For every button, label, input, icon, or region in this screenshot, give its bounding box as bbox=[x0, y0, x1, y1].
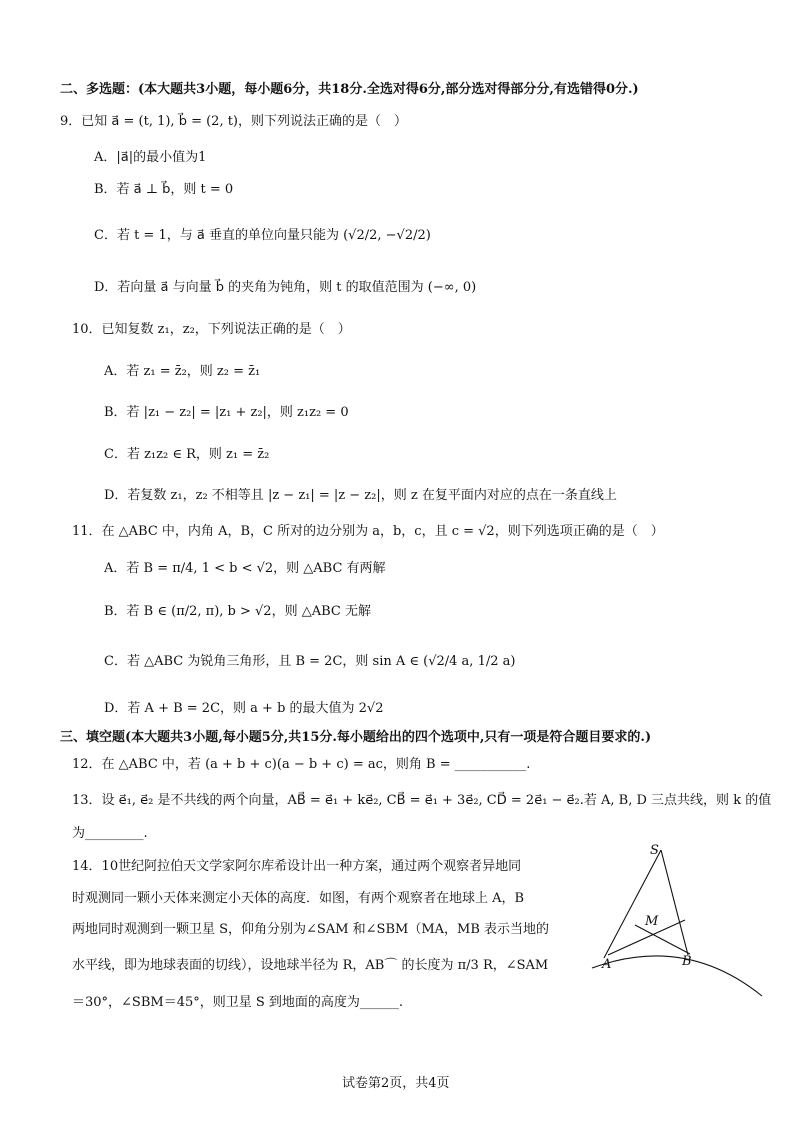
question-14-line-4: 水平线，即为地球表面的切线），设地球半径为 R，AB⌒ 的长度为 π/3 R，∠SAM bbox=[72, 958, 549, 973]
satellite-observation-figure bbox=[590, 838, 780, 998]
question-12-text: 12．在 △ABC 中，若 (a + b + c)(a − b + c) = ac，则角 B = ___________. bbox=[72, 757, 531, 772]
question-9-option-b: B．若 a⃗ ⊥ b⃗，则 t = 0 bbox=[94, 182, 234, 197]
question-9-stem: 9．已知 a⃗ = (t, 1), b⃗ = (2, t)，则下列说法正确的是（ ） bbox=[60, 114, 408, 129]
question-10-option-b: B．若 |z₁ − z₂| = |z₁ + z₂|，则 z₁z₂ = 0 bbox=[104, 405, 349, 420]
section-heading-multiple-choice: 二、多选题：(本大题共3小题，每小题6分，共18分.全选对得6分,部分选对得部分分,有选错得0分.) bbox=[60, 82, 639, 97]
question-11-option-b: B．若 B ∈ (π/2, π), b > √2，则 △ABC 无解 bbox=[104, 604, 371, 619]
label-A: A bbox=[602, 957, 612, 972]
question-10-option-c: C．若 z₁z₂ ∈ R，则 z₁ = z̄₂ bbox=[104, 447, 270, 462]
label-B: B bbox=[682, 954, 692, 969]
question-11-stem: 11．在 △ABC 中，内角 A，B，C 所对的边分别为 a，b，c，且 c = √2，则下列选项正确的是（ ） bbox=[72, 524, 664, 539]
label-S: S bbox=[650, 843, 659, 858]
question-14-line-2: 时观测同一颗小天体来测定小天体的高度．如图，有两个观察者在地球上 A，B bbox=[72, 891, 525, 906]
section-heading-fill-in: 三、填空题(本大题共3小题,每小题5分,共15分.每小题给出的四个选项中,只有一项是符合题目要求的.) bbox=[60, 730, 652, 745]
question-11-option-a: A．若 B = π/4, 1 < b < √2，则 △ABC 有两解 bbox=[104, 561, 386, 576]
question-10-stem: 10．已知复数 z₁，z₂，下列说法正确的是（ ） bbox=[72, 322, 351, 337]
page-footer: 试卷第2页，共4页 bbox=[342, 1076, 450, 1091]
question-11-option-d: D．若 A + B = 2C，则 a + b 的最大值为 2√2 bbox=[104, 701, 384, 716]
question-11-option-c: C．若 △ABC 为锐角三角形，且 B = 2C，则 sin A ∈ (√2/4 a, 1/2 a) bbox=[104, 654, 516, 669]
question-14-line-1: 14．10世纪阿拉伯天文学家阿尔库希设计出一种方案，通过两个观察者异地同 bbox=[72, 859, 522, 874]
question-10-option-d: D．若复数 z₁，z₂ 不相等且 |z − z₁| = |z − z₂|，则 z 在复平面内对应的点在一条直线上 bbox=[104, 488, 617, 503]
question-14-line-5: ＝30°，∠SBM＝45°，则卫星 S 到地面的高度为______. bbox=[72, 995, 404, 1010]
question-9-option-d: D．若向量 a⃗ 与向量 b⃗ 的夹角为钝角，则 t 的取值范围为 (−∞, 0) bbox=[94, 280, 477, 295]
question-13-line-1: 13．设 e⃗₁, e⃗₂ 是不共线的两个向量，AB⃗ = e⃗₁ + ke⃗₂, CB⃗ = e⃗₁ + 3e⃗₂, CD⃗ = 2e⃗₁ − e⃗₂.若 A, B, D 三点共线，则 k 的值 bbox=[72, 793, 772, 808]
question-13-line-2: 为_________. bbox=[72, 826, 148, 841]
question-9-option-c: C．若 t = 1，与 a⃗ 垂直的单位向量只能为 (√2/2, −√2/2) bbox=[94, 228, 431, 243]
label-M: M bbox=[645, 914, 659, 929]
question-14-line-3: 两地同时观测到一颗卫星 S，仰角分别为∠SAM 和∠SBM（MA，MB 表示当地的 bbox=[72, 922, 550, 937]
question-10-option-a: A．若 z₁ = z̄₂，则 z₂ = z̄₁ bbox=[104, 364, 261, 379]
line-AS bbox=[604, 850, 661, 958]
line-BS bbox=[661, 850, 688, 955]
earth-surface-arc bbox=[592, 956, 762, 996]
question-9-option-a: A．|a⃗|的最小值为1 bbox=[94, 150, 207, 165]
